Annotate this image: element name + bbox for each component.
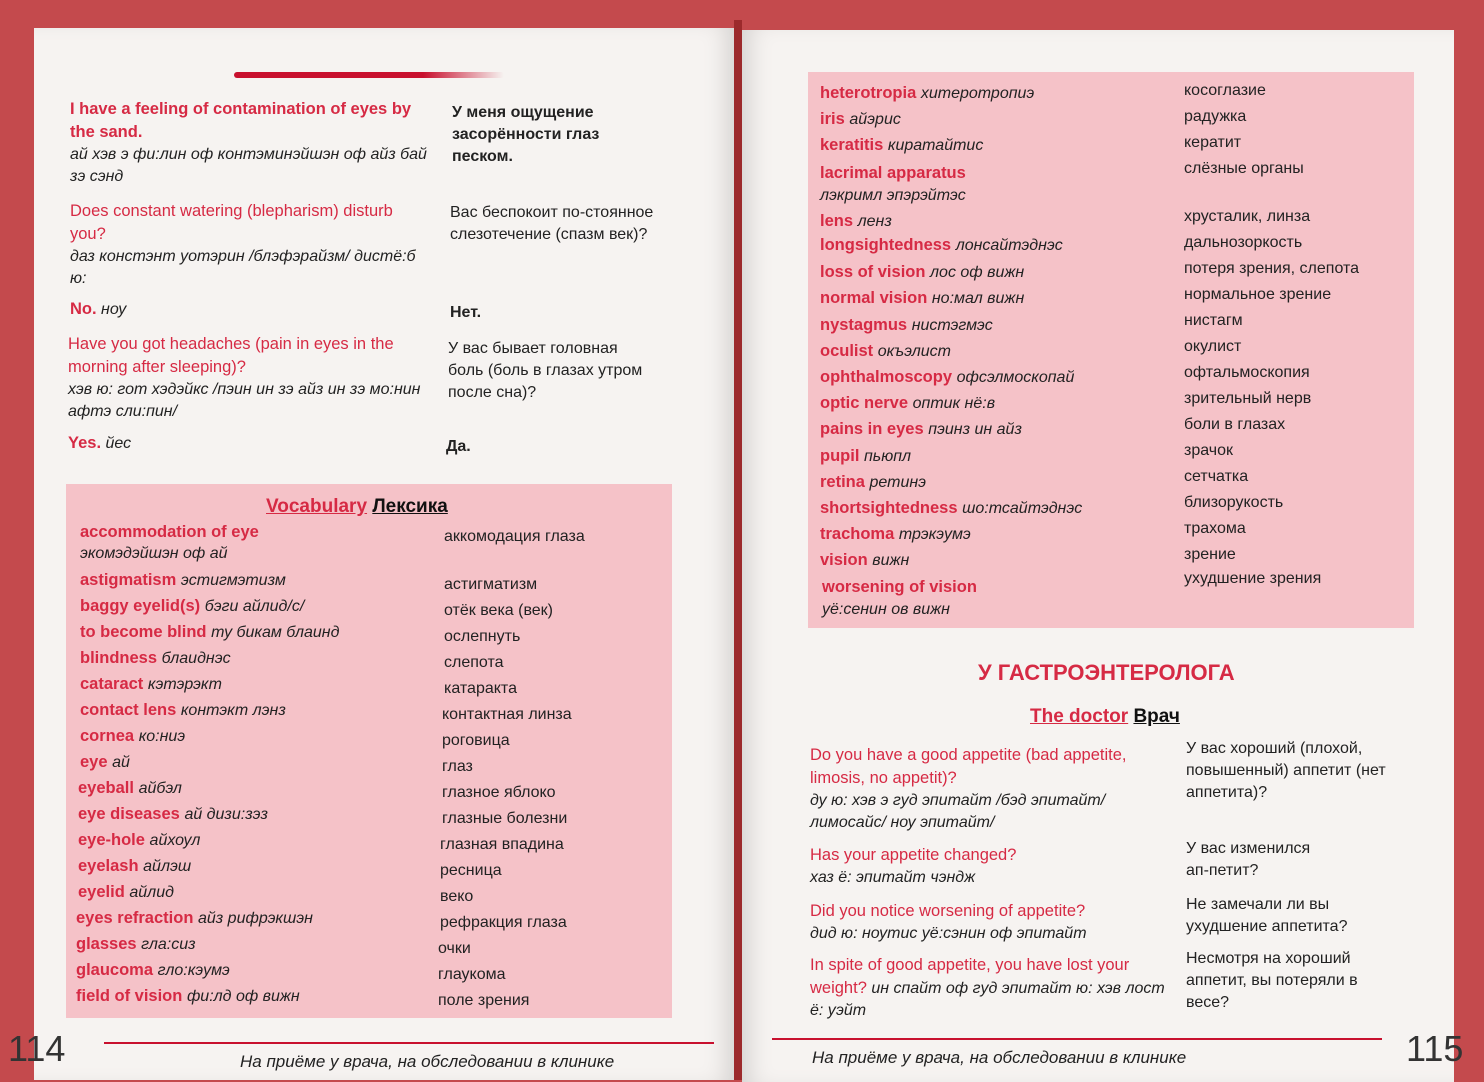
vocab-transcription: бэги айлид/с/ [204, 598, 305, 615]
vocab-word: vision [820, 551, 868, 569]
dialogue-en [70, 98, 440, 188]
vocab-word: eyelash [78, 857, 139, 875]
vocab-word: optic nerve [820, 394, 909, 412]
vocab-transcription: айбэл [138, 780, 182, 797]
vocab-entry [80, 623, 339, 642]
vocab-entry [76, 909, 313, 928]
sub-title-ru: Врач [1133, 706, 1180, 727]
phrase-ru: У вас хороший (плохой, повышенный) аппетит (нет аппетита)? [1186, 740, 1386, 801]
vocab-word: eye-hole [78, 831, 145, 849]
vocab-translation: зрение [1184, 546, 1236, 563]
vocab-translation: нистагм [1184, 312, 1243, 329]
page-number: 114 [8, 1028, 66, 1069]
vocab-translation: ослепнуть [444, 628, 521, 645]
vocab-transcription: офсэлмоскопай [956, 369, 1075, 386]
vocab-translation: дальнозоркость [1184, 234, 1303, 251]
footer-rule [772, 1038, 1382, 1040]
vocab-word: glasses [76, 935, 137, 953]
dialogue-ru [448, 338, 648, 404]
vocab-translation: ухудшение зрения [1184, 570, 1322, 587]
vocab-entry [820, 525, 971, 544]
vocab-entry [820, 289, 1024, 308]
vocab-word: lacrimal apparatus [820, 164, 966, 182]
transcription: даз констэнт уотэрин /блэфэрайзм/ дистё:б ю: [70, 248, 416, 287]
footer-text: На приёме у врача, на обследовании в клинике [812, 1048, 1187, 1067]
phrase-ru: У вас изменился ап-петит? [1186, 840, 1311, 879]
vocab-transcription: уё:сенин ов вижн [822, 601, 950, 618]
vocab-transcription: контэкт лэнз [180, 702, 286, 719]
vocab-transcription: ай [112, 754, 130, 771]
vocab-word: astigmatism [80, 571, 177, 589]
vocab-transcription: вижн [872, 552, 910, 569]
vocab-transcription: ко:ниэ [138, 728, 186, 745]
phrase-en: Does constant watering (blepharism) disturb you? [70, 202, 393, 243]
vocab-entry [820, 263, 1024, 282]
footer-text: На приёме у врача, на обследовании в клинике [240, 1052, 615, 1071]
vocab-transcription: лонсайтэднэс [955, 237, 1063, 254]
vocab-word: cornea [80, 727, 135, 745]
vocab-word: baggy eyelid(s) [80, 597, 201, 615]
vocab-entry [820, 342, 951, 361]
vocab-translation: отёк века (век) [444, 602, 554, 619]
vocab-transcription: окъэлист [877, 343, 951, 360]
dialogue-ru [450, 202, 660, 246]
vocab-entry [78, 831, 200, 850]
vocab-word: oculist [820, 342, 874, 360]
vocab-entry [820, 394, 995, 413]
sub-title-en: The doctor [1030, 706, 1129, 727]
vocab-entry [80, 649, 231, 668]
vocab-transcription: айлид [129, 884, 174, 901]
vocab-entry [80, 597, 304, 616]
vocab-translation: косоглазие [1184, 82, 1266, 99]
vocab-transcription: айз рифрэкшэн [198, 910, 313, 927]
vocab-entry [76, 961, 230, 980]
vocab-translation: нормальное зрение [1184, 286, 1332, 303]
vocab-transcription: гла:сиз [141, 936, 196, 953]
vocab-entry [76, 935, 196, 954]
dialogue-en [68, 432, 131, 455]
vocab-entry [822, 576, 977, 621]
vocab-transcription: фи:лд оф вижн [186, 988, 300, 1005]
vocab-transcription: блаиднэс [161, 650, 231, 667]
vocab-translation: аккомодация глаза [444, 528, 585, 545]
vocab-translation: очки [438, 940, 471, 957]
phrase-ru: У вас бывает головная боль (боль в глазах утром после сна)? [448, 340, 643, 401]
vocab-translation: зрачок [1184, 442, 1234, 459]
phrase-ru: Вас беспокоит по-стоянное слезотечение (спазм век)? [450, 204, 654, 243]
dialogue-en [70, 200, 430, 290]
vocab-transcription: ленз [857, 213, 892, 230]
phrase-en: In spite of good appetite, you have lost your weight? [810, 956, 1130, 997]
vocab-transcription: хитеротропиэ [920, 85, 1035, 102]
vocab-entry [820, 447, 911, 466]
vocab-translation: слёзные органы [1184, 160, 1304, 177]
vocab-transcription: экомэдэйшэн оф ай [80, 545, 228, 562]
dialogue-en [68, 333, 438, 423]
vocab-transcription: киратайтис [887, 137, 984, 154]
vocab-translation: рефракция глаза [440, 914, 567, 931]
page-number: 115 [1406, 1028, 1464, 1069]
dialogue-ru [446, 436, 471, 458]
vocab-word: keratitis [820, 136, 884, 154]
dialogue-en [810, 744, 1180, 834]
vocab-transcription: айэрис [849, 111, 901, 128]
vocab-word: to become blind [80, 623, 207, 641]
transcription: хаз ё: эпитайт чэндж [810, 869, 976, 886]
vocab-transcription: оптик нё:в [912, 395, 996, 412]
phrase-en: Has your appetite changed? [810, 846, 1017, 864]
vocab-translation: слепота [444, 654, 504, 671]
vocab-translation: трахома [1184, 520, 1246, 537]
vocab-word: eyeball [78, 779, 134, 797]
decorative-rule [234, 72, 504, 78]
vocab-transcription: гло:кэумэ [157, 962, 230, 979]
vocab-entry [820, 316, 993, 335]
vocab-translation: глазная впадина [440, 836, 564, 853]
dialogue-en [810, 954, 1170, 1022]
vocab-transcription: айлэш [143, 858, 192, 875]
vocab-transcription: лос оф вижн [930, 264, 1025, 281]
vocab-translation: поле зрения [438, 992, 530, 1009]
vocab-translation: сетчатка [1184, 468, 1249, 485]
phrase-ru: Несмотря на хороший аппетит, вы потеряли в весе? [1186, 950, 1358, 1011]
vocab-entry [80, 753, 130, 772]
vocab-entry [820, 110, 901, 129]
vocab-transcription: кэтэрэкт [147, 676, 222, 693]
vocab-word: heterotropia [820, 84, 917, 102]
vocab-translation: окулист [1184, 338, 1242, 355]
vocab-word: eyes refraction [76, 909, 194, 927]
vocab-translation: роговица [442, 732, 510, 749]
vocab-word: retina [820, 473, 865, 491]
dialogue-ru [450, 302, 481, 324]
vocab-word: field of vision [76, 987, 183, 1005]
vocab-translation: офтальмоскопия [1184, 364, 1310, 381]
vocab-word: trachoma [820, 525, 895, 543]
vocab-word: ophthalmoscopy [820, 368, 953, 386]
section-title: У ГАСТРОЭНТЕРОЛОГА [978, 660, 1235, 685]
transcription: ноу [101, 301, 127, 318]
vocab-translation: контактная линза [442, 706, 572, 723]
left-page [8, 28, 734, 1080]
phrase-en: Did you notice worsening of appetite? [810, 902, 1086, 920]
vocab-translation: астигматизм [444, 576, 538, 593]
right-page [742, 30, 1464, 1082]
phrase-ru: Не замечали ли вы ухудшение аппетита? [1186, 896, 1348, 935]
vocab-transcription: но:мал вижн [931, 290, 1025, 307]
phrase-ru: У меня ощущение засорённости глаз песком. [452, 104, 600, 165]
vocab-entry [820, 136, 983, 155]
vocab-entry [820, 162, 966, 207]
vocab-translation: радужка [1184, 108, 1247, 125]
vocab-entry [820, 212, 892, 231]
dialogue-ru [1186, 948, 1386, 1014]
footer-rule [104, 1042, 714, 1044]
transcription: хэв ю: гот хэдэйкс /пэин ин зэ айз ин зэ мо:нин афтэ сли:пин/ [68, 381, 421, 420]
vocab-translation: ресница [440, 862, 502, 879]
vocab-translation: глаукома [438, 966, 506, 983]
vocabulary-title [266, 496, 448, 518]
phrase-en: I have a feeling of contamination of eyes by the sand. [70, 100, 412, 141]
vocab-word: glaucoma [76, 961, 154, 979]
vocab-word: normal vision [820, 289, 928, 307]
vocab-entry [820, 420, 1022, 439]
vocab-entry [78, 883, 174, 902]
dialogue-ru [452, 102, 642, 168]
vocab-translation: хрусталик, линза [1184, 208, 1311, 225]
vocab-transcription: айхоул [149, 832, 201, 849]
vocab-word: blindness [80, 649, 158, 667]
vocab-word: iris [820, 110, 845, 128]
phrase-ru: Да. [446, 438, 471, 455]
vocab-word: cataract [80, 675, 144, 693]
transcription: ин спайт оф гуд эпитайт ю: хэв лост ё: уэйт [810, 980, 1165, 1019]
vocab-entry [820, 368, 1074, 387]
vocab-word: lens [820, 212, 854, 230]
vocab-word: pains in eyes [820, 420, 924, 438]
vocab-entry [80, 522, 259, 564]
vocab-transcription: эстигмэтизм [180, 572, 286, 589]
vocab-entry [80, 675, 222, 694]
transcription: йес [105, 435, 132, 452]
vocab-translation: глазные болезни [442, 810, 568, 827]
vocab-entry [820, 551, 909, 570]
vocab-transcription: нистэгмэс [911, 317, 993, 334]
dialogue-ru [1186, 838, 1336, 882]
vocab-entry [820, 84, 1034, 103]
vocab-translation: потеря зрения, слепота [1184, 260, 1360, 277]
vocab-word: worsening of vision [822, 578, 977, 596]
vocab-translation: глазное яблоко [442, 784, 556, 801]
transcription: ду ю: хэв э гуд эпитайт /бэд эпитайт/ лимосайс/ ноу эпитайт/ [810, 792, 1106, 831]
vocab-transcription: ай дизи:зэз [184, 806, 268, 823]
vocab-transcription: ту бикам блаинд [211, 624, 340, 641]
dialogue-en [810, 900, 1180, 945]
vocab-translation: боли в глазах [1184, 416, 1286, 433]
phrase-en: No. [70, 300, 97, 318]
vocab-translation: глаз [442, 758, 473, 775]
vocab-entry [78, 857, 191, 876]
dialogue-en [70, 298, 126, 321]
dialogue-en [810, 844, 1180, 889]
vocab-word: pupil [820, 447, 860, 465]
vocab-transcription: шо:тсайтэднэс [962, 500, 1083, 517]
vocab-translation: близорукость [1184, 494, 1284, 511]
vocab-translation: катаракта [444, 680, 517, 697]
vocab-word: loss of vision [820, 263, 926, 281]
vocab-word: eye diseases [78, 805, 180, 823]
book-spine [734, 20, 742, 1080]
vocab-transcription: лэкримл эпэрэйтэс [820, 187, 966, 204]
vocab-title-en: Vocabulary [266, 496, 368, 517]
vocab-entry [80, 727, 185, 746]
phrase-en: Have you got headaches (pain in eyes in the morning after sleeping)? [68, 335, 394, 376]
vocab-word: shortsightedness [820, 499, 958, 517]
vocab-entry [80, 701, 286, 720]
phrase-en: Do you have a good appetite (bad appetite, limosis, no appetit)? [810, 746, 1127, 787]
vocab-entry [78, 805, 268, 824]
sub-title [1030, 706, 1180, 728]
vocab-translation: веко [440, 888, 474, 905]
vocab-word: eye [80, 753, 108, 771]
vocab-entry [76, 987, 300, 1006]
vocab-word: contact lens [80, 701, 177, 719]
vocab-entry [820, 473, 926, 492]
vocab-word: eyelid [78, 883, 125, 901]
vocab-transcription: пьюпл [864, 448, 912, 465]
vocab-translation: зрительный нерв [1184, 390, 1312, 407]
vocab-entry [820, 236, 1063, 255]
transcription: дид ю: ноутис уё:сэнин оф эпитайт [810, 925, 1087, 942]
vocab-word: nystagmus [820, 316, 908, 334]
vocab-translation: кератит [1184, 134, 1242, 151]
vocab-transcription: трэкэумэ [898, 526, 971, 543]
vocab-transcription: пэинз ин айз [928, 421, 1022, 438]
vocab-word: longsightedness [820, 236, 952, 254]
vocab-entry [820, 499, 1082, 518]
vocab-entry [80, 571, 286, 590]
phrase-ru: Нет. [450, 304, 482, 321]
vocab-word: accommodation of eye [80, 523, 259, 541]
dialogue-ru [1186, 738, 1416, 804]
vocab-transcription: ретинэ [869, 474, 927, 491]
transcription: ай хэв э фи:лин оф контэминэйшэн оф айз бай зэ сэнд [70, 146, 427, 185]
dialogue-ru [1186, 894, 1396, 938]
vocab-entry [78, 779, 182, 798]
vocab-title-ru: Лексика [372, 496, 448, 517]
phrase-en: Yes. [68, 434, 102, 452]
